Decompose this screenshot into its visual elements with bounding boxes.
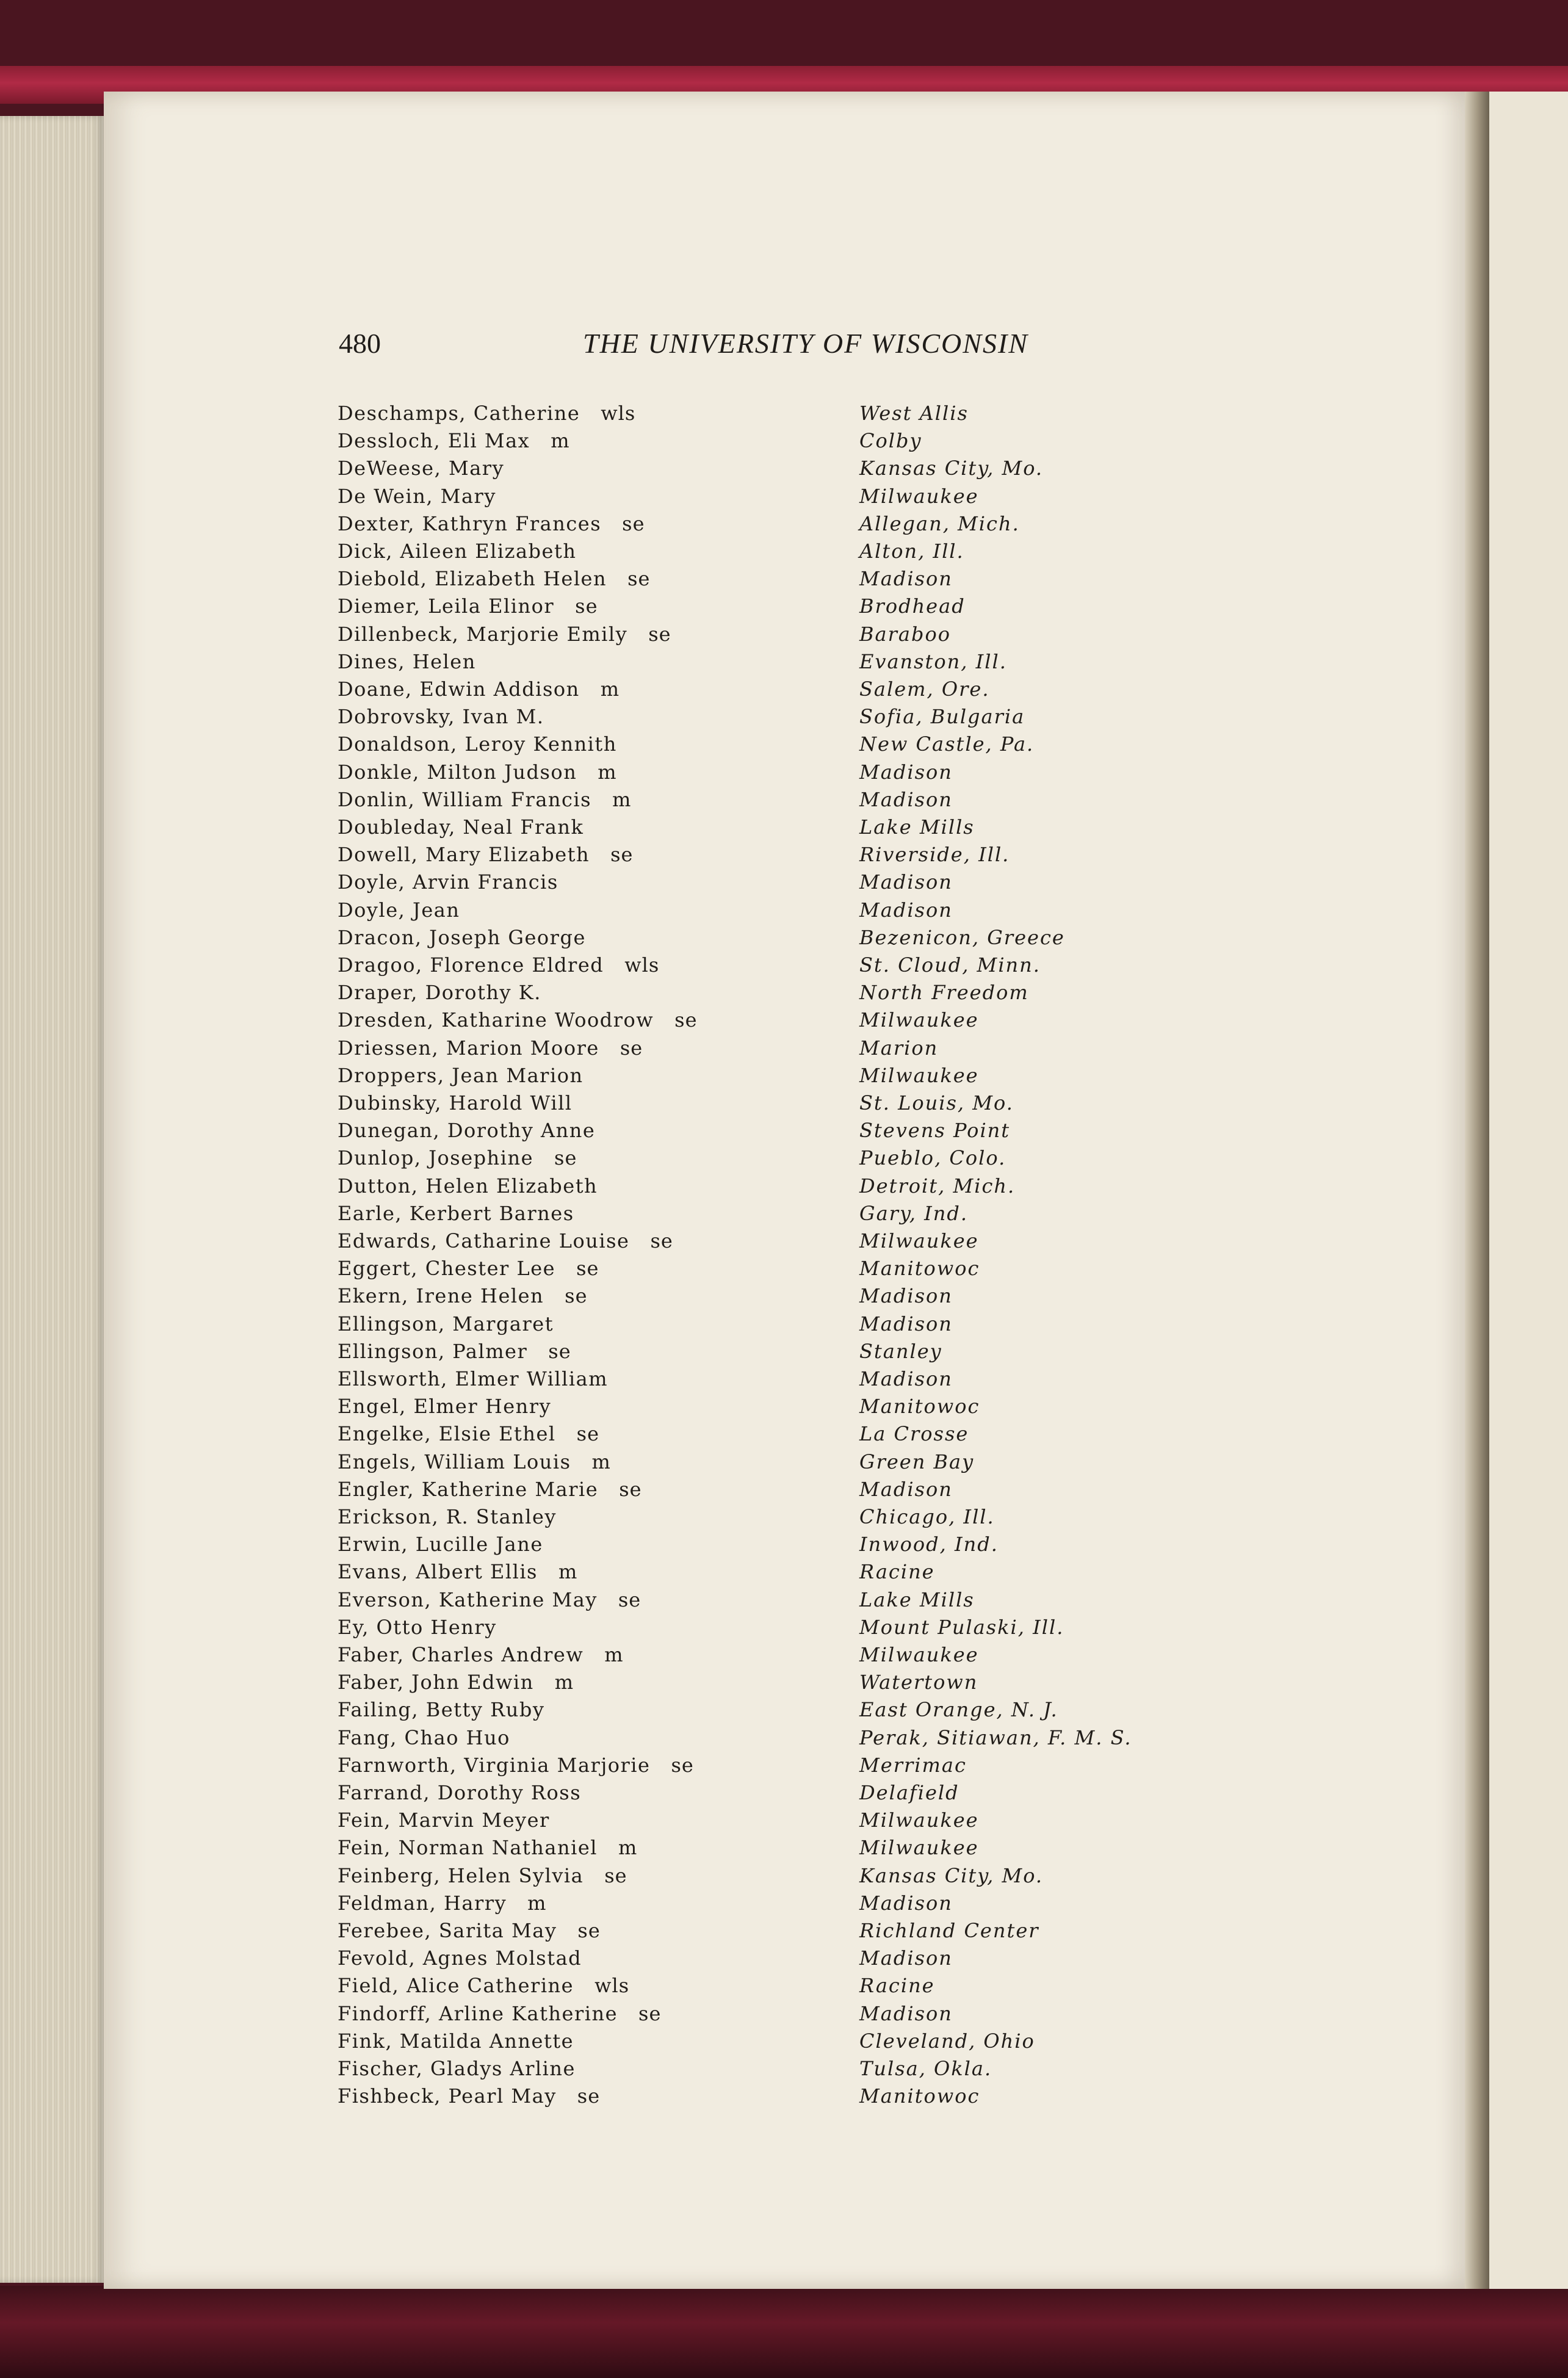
student-name-text: Fein, Norman Nathaniel <box>338 1836 598 1860</box>
student-name <box>338 1091 573 1115</box>
student-hometown: Allegan, Mich. <box>859 511 1020 535</box>
student-hometown: Salem, Ore. <box>859 678 990 701</box>
student-name <box>338 761 617 784</box>
student-class-code: m <box>591 1450 611 1473</box>
student-name-text: Ellingson, Palmer <box>338 1339 528 1363</box>
student-name <box>338 1698 544 1721</box>
student-name <box>338 1588 641 1611</box>
student-class-code: m <box>554 1671 574 1694</box>
student-name <box>338 732 617 756</box>
student-name-text: Ekern, Irene Helen <box>338 1284 544 1308</box>
student-hometown: St. Louis, Mo. <box>859 1091 1014 1115</box>
student-name <box>338 1312 554 1335</box>
directory-entry <box>338 1008 1314 1036</box>
student-name-text: Fishbeck, Pearl May <box>338 2084 557 2108</box>
student-class-code: m <box>527 1891 547 1915</box>
student-name <box>338 1340 571 1363</box>
student-name <box>338 1450 611 1473</box>
student-name <box>338 1533 543 1556</box>
directory-entry <box>338 1174 1314 1202</box>
student-name-text: Fink, Matilda Annette <box>338 2029 574 2053</box>
directory-entry <box>338 2057 1314 2085</box>
student-name-text: Engler, Katherine Marie <box>338 1477 599 1501</box>
student-name-text: Donlin, William Francis <box>338 787 592 811</box>
student-hometown: Manitowoc <box>859 1257 980 1281</box>
student-hometown: Pueblo, Colo. <box>859 1146 1006 1170</box>
student-name-text: Dick, Aileen Elizabeth <box>338 540 577 563</box>
directory-entry <box>338 1478 1314 1506</box>
student-name <box>338 1229 673 1252</box>
student-name-text: Doane, Edwin Addison <box>338 678 580 701</box>
directory-entry <box>338 1533 1314 1561</box>
student-name-text: Failing, Betty Ruby <box>338 1698 545 1722</box>
running-title: THE UNIVERSITY OF WISCONSIN <box>583 328 1028 359</box>
student-hometown: Madison <box>859 870 953 894</box>
student-name <box>338 2057 576 2080</box>
student-name <box>338 1422 599 1445</box>
directory-entry <box>338 1146 1314 1174</box>
directory-entry <box>338 1809 1314 1837</box>
student-hometown: Evanston, Ill. <box>859 649 1007 673</box>
student-name <box>338 1864 627 1887</box>
directory-entry <box>338 1202 1314 1230</box>
student-name <box>338 1809 550 1832</box>
student-hometown: Green Bay <box>859 1450 975 1473</box>
student-class-code: se <box>577 1919 601 1942</box>
student-name-text: Field, Alice Catherine <box>338 1974 574 1998</box>
student-name-text: Donkle, Milton Judson <box>338 760 577 784</box>
student-name-text: Donaldson, Leroy Kennith <box>338 732 617 756</box>
student-hometown: Kansas City, Mo. <box>859 457 1044 480</box>
student-name-text: Fang, Chao Huo <box>338 1726 510 1749</box>
adjacent-page-edge <box>1489 92 1568 2289</box>
student-class-code: m <box>612 787 632 811</box>
directory-entry <box>338 1754 1314 1782</box>
student-hometown: Delafield <box>859 1781 959 1804</box>
student-class-code: se <box>577 2084 601 2108</box>
student-name <box>338 815 583 839</box>
directory-entry <box>338 1091 1314 1119</box>
student-class-code: m <box>558 1560 578 1584</box>
student-hometown: Brodhead <box>859 594 966 618</box>
student-class-code: se <box>575 594 598 618</box>
directory-entry <box>338 1616 1314 1644</box>
directory-entry <box>338 1367 1314 1395</box>
student-hometown: Milwaukee <box>859 1229 979 1252</box>
student-class-code: se <box>554 1146 577 1170</box>
student-hometown: Madison <box>859 1477 953 1501</box>
student-name <box>338 1892 546 1915</box>
directory-entry <box>338 1698 1314 1726</box>
student-name-text: Ferebee, Sarita May <box>338 1919 557 1942</box>
student-class-code: m <box>618 1836 638 1860</box>
directory-entry <box>338 1781 1314 1809</box>
student-name <box>338 1367 608 1390</box>
student-hometown: La Crosse <box>859 1422 969 1446</box>
student-name <box>338 457 504 480</box>
student-class-code: m <box>598 760 617 784</box>
student-hometown: Milwaukee <box>859 1836 979 1860</box>
student-name <box>338 870 558 894</box>
student-name <box>338 567 650 590</box>
student-name <box>338 2084 600 2108</box>
student-name-text: Doyle, Jean <box>338 898 460 922</box>
student-name <box>338 678 620 701</box>
student-name-text: Evans, Albert Ellis <box>338 1560 538 1584</box>
student-name <box>338 2029 574 2053</box>
student-hometown: Stanley <box>859 1339 942 1363</box>
student-hometown: Cleveland, Ohio <box>859 2029 1035 2053</box>
student-name <box>338 1643 624 1666</box>
student-hometown: Marion <box>859 1036 939 1060</box>
directory-entry <box>338 815 1314 844</box>
student-hometown: Tulsa, Okla. <box>859 2057 992 2080</box>
student-name-text: Engels, William Louis <box>338 1450 571 1473</box>
directory-entry <box>338 1974 1314 2002</box>
student-name-text: Dowell, Mary Elizabeth <box>338 843 590 867</box>
student-hometown: Chicago, Ill. <box>859 1505 995 1528</box>
student-name <box>338 843 633 866</box>
student-name-text: Farnworth, Virginia Marjorie <box>338 1753 651 1777</box>
student-hometown: Alton, Ill. <box>859 540 964 563</box>
student-class-code: wls <box>594 1974 630 1998</box>
student-name-text: DeWeese, Mary <box>338 457 505 480</box>
directory-entry <box>338 870 1314 898</box>
student-hometown: Madison <box>859 760 953 784</box>
student-name-text: Driessen, Marion Moore <box>338 1036 599 1060</box>
student-hometown: Perak, Sitiawan, F. M. S. <box>859 1726 1132 1749</box>
student-hometown: Racine <box>859 1974 935 1998</box>
student-hometown: Inwood, Ind. <box>859 1533 999 1556</box>
student-hometown: Manitowoc <box>859 2084 980 2108</box>
student-hometown: New Castle, Pa. <box>859 732 1035 756</box>
directory-entry <box>338 2029 1314 2058</box>
directory-entry <box>338 567 1314 595</box>
student-hometown: East Orange, N. J. <box>859 1698 1058 1722</box>
student-name <box>338 788 631 811</box>
student-name-text: Doubleday, Neal Frank <box>338 815 584 839</box>
student-name-text: Everson, Katherine May <box>338 1588 598 1611</box>
directory-entry <box>338 761 1314 789</box>
student-name <box>338 1754 694 1777</box>
student-class-code: se <box>604 1863 627 1887</box>
student-hometown: Mount Pulaski, Ill. <box>859 1615 1064 1639</box>
student-name-text: Findorff, Arline Katherine <box>338 2001 618 2025</box>
student-name <box>338 402 635 425</box>
student-class-code: se <box>650 1229 673 1252</box>
student-name <box>338 1008 698 1032</box>
directory-entry <box>338 1119 1314 1147</box>
student-name <box>338 1174 598 1198</box>
directory-entry <box>338 1643 1314 1671</box>
directory-entry <box>338 1312 1314 1340</box>
directory-entry <box>338 1422 1314 1450</box>
student-class-code: m <box>551 429 570 453</box>
directory-entry <box>338 981 1314 1009</box>
student-name-text: Eggert, Chester Lee <box>338 1257 556 1281</box>
student-class-code: se <box>622 511 645 535</box>
student-hometown: Stevens Point <box>859 1119 1011 1143</box>
directory-entry <box>338 512 1314 540</box>
student-name <box>338 1036 643 1060</box>
student-hometown: Manitowoc <box>859 1395 980 1418</box>
student-name-text: Ellsworth, Elmer William <box>338 1367 609 1390</box>
student-hometown: St. Cloud, Minn. <box>859 953 1041 977</box>
cover-bottom-edge <box>0 2286 1568 2378</box>
student-class-code: se <box>627 567 651 591</box>
directory-entry <box>338 953 1314 981</box>
student-name-text: Earle, Kerbert Barnes <box>338 1201 574 1225</box>
page-stack-edges <box>0 116 104 2283</box>
directory-entry <box>338 1036 1314 1064</box>
directory-entry <box>338 732 1314 761</box>
student-hometown: Baraboo <box>859 622 951 646</box>
student-name-text: Erickson, R. Stanley <box>338 1505 557 1528</box>
directory-entry <box>338 650 1314 678</box>
directory-entry <box>338 1064 1314 1092</box>
student-hometown: Milwaukee <box>859 1643 979 1666</box>
directory-entry <box>338 678 1314 706</box>
directory-entry <box>338 1229 1314 1257</box>
student-name <box>338 1119 595 1142</box>
directory-entry <box>338 2002 1314 2030</box>
directory-entry <box>338 1340 1314 1368</box>
student-name-text: Diemer, Leila Elinor <box>338 594 555 618</box>
student-name <box>338 2002 661 2025</box>
directory-entry <box>338 457 1314 485</box>
student-class-code: se <box>548 1339 571 1363</box>
student-name-text: Dunlop, Josephine <box>338 1146 534 1170</box>
student-name <box>338 1257 599 1280</box>
student-name-text: Doyle, Arvin Francis <box>338 870 558 894</box>
student-hometown: Milwaukee <box>859 1008 979 1032</box>
student-name <box>338 623 671 646</box>
student-name-text: Engelke, Elsie Ethel <box>338 1422 556 1446</box>
directory-entry <box>338 843 1314 871</box>
student-name-text: Dillenbeck, Marjorie Emily <box>338 622 628 646</box>
student-hometown: Gary, Ind. <box>859 1201 969 1225</box>
student-hometown: Madison <box>859 898 953 922</box>
student-name <box>338 512 645 535</box>
student-name-text: Feldman, Harry <box>338 1891 507 1915</box>
directory-entry <box>338 1671 1314 1699</box>
student-hometown: Madison <box>859 787 953 811</box>
student-name-text: Fischer, Gladys Arline <box>338 2057 576 2080</box>
directory-entry <box>338 705 1314 733</box>
directory-entry <box>338 1836 1314 1864</box>
student-class-code: se <box>674 1008 698 1032</box>
student-hometown: Lake Mills <box>859 1588 975 1611</box>
student-hometown: Riverside, Ill. <box>859 843 1010 867</box>
student-name <box>338 540 576 563</box>
student-name-text: Deschamps, Catherine <box>338 402 580 425</box>
student-hometown: Lake Mills <box>859 815 975 839</box>
student-name-text: Fein, Marvin Meyer <box>338 1809 550 1832</box>
student-name <box>338 1505 557 1528</box>
student-name-text: Dubinsky, Harold Will <box>338 1091 573 1115</box>
directory-entry <box>338 540 1314 568</box>
student-class-code: se <box>671 1753 694 1777</box>
directory-entry <box>338 1726 1314 1754</box>
student-name <box>338 1836 637 1859</box>
student-class-code: se <box>610 843 634 867</box>
student-name-text: De Wein, Mary <box>338 484 496 508</box>
directory-entry <box>338 1257 1314 1285</box>
student-hometown: Kansas City, Mo. <box>859 1863 1044 1887</box>
student-class-code: wls <box>601 402 636 425</box>
student-class-code: se <box>638 2001 662 2025</box>
student-name <box>338 1395 551 1418</box>
student-name-text: Edwards, Catharine Louise <box>338 1229 630 1252</box>
directory-entry <box>338 2084 1314 2112</box>
student-hometown: Madison <box>859 1367 953 1390</box>
student-name-text: Engel, Elmer Henry <box>338 1395 552 1418</box>
directory-entry <box>338 1284 1314 1312</box>
student-name-text: Dutton, Helen Elizabeth <box>338 1174 598 1198</box>
student-name <box>338 1616 497 1639</box>
student-name-text: Faber, John Edwin <box>338 1671 534 1694</box>
page-number: 480 <box>339 328 381 359</box>
directory-entry <box>338 1560 1314 1588</box>
student-hometown: Milwaukee <box>859 1809 979 1832</box>
student-name-text: Farrand, Dorothy Ross <box>338 1781 582 1804</box>
directory-entry <box>338 1588 1314 1616</box>
directory-entry <box>338 788 1314 816</box>
student-class-code: se <box>576 1422 600 1446</box>
directory-entry <box>338 1505 1314 1533</box>
student-hometown: Madison <box>859 567 953 591</box>
student-hometown: Milwaukee <box>859 484 979 508</box>
student-name-text: Dresden, Katharine Woodrow <box>338 1008 654 1032</box>
directory-entry <box>338 1864 1314 1892</box>
page-gutter <box>1465 92 1489 2289</box>
directory-entry <box>338 594 1314 623</box>
student-name-text: Draper, Dorothy K. <box>338 981 541 1005</box>
student-hometown: Watertown <box>859 1671 978 1694</box>
directory-entry <box>338 429 1314 457</box>
student-name-text: Fevold, Agnes Molstad <box>338 1946 582 1970</box>
student-name-text: Feinberg, Helen Sylvia <box>338 1863 584 1887</box>
student-class-code: wls <box>624 953 660 977</box>
student-hometown: Richland Center <box>859 1919 1039 1942</box>
student-name <box>338 429 570 452</box>
directory-entry <box>338 623 1314 651</box>
student-class-code: se <box>619 1477 642 1501</box>
student-name <box>338 594 598 618</box>
student-name <box>338 1146 577 1169</box>
student-name <box>338 705 544 728</box>
directory-entry <box>338 402 1314 430</box>
student-name <box>338 981 541 1004</box>
student-name-text: Dobrovsky, Ivan M. <box>338 705 544 729</box>
student-hometown: Bezenicon, Greece <box>859 925 1065 949</box>
student-name <box>338 1974 629 1997</box>
student-name <box>338 1919 601 1942</box>
student-name-text: Diebold, Elizabeth Helen <box>338 567 607 591</box>
student-hometown: Madison <box>859 1891 953 1915</box>
student-name-text: Ey, Otto Henry <box>338 1615 497 1639</box>
student-name <box>338 926 586 949</box>
student-name-text: Erwin, Lucille Jane <box>338 1533 543 1556</box>
student-hometown: Sofia, Bulgaria <box>859 705 1025 729</box>
student-name <box>338 1284 588 1307</box>
student-hometown: Milwaukee <box>859 1063 979 1087</box>
student-hometown: Merrimac <box>859 1753 967 1777</box>
student-class-code: se <box>648 622 671 646</box>
directory-entry <box>338 1946 1314 1975</box>
directory-entry <box>338 1919 1314 1947</box>
student-name <box>338 1560 577 1583</box>
student-hometown: North Freedom <box>859 981 1029 1005</box>
student-class-code: se <box>565 1284 588 1308</box>
student-name <box>338 1671 574 1694</box>
directory-entry <box>338 1892 1314 1920</box>
student-name-text: Dexter, Kathryn Frances <box>338 511 602 535</box>
directory-entry <box>338 1450 1314 1478</box>
student-name-text: Ellingson, Margaret <box>338 1312 554 1335</box>
student-name <box>338 1781 581 1804</box>
student-name-text: Droppers, Jean Marion <box>338 1063 583 1087</box>
directory-entry <box>338 926 1314 954</box>
student-hometown: Madison <box>859 1312 953 1335</box>
directory-entry <box>338 1395 1314 1423</box>
student-hometown: Racine <box>859 1560 935 1584</box>
directory-entry <box>338 485 1314 513</box>
student-name-text: Dracon, Joseph George <box>338 925 586 949</box>
student-hometown: Colby <box>859 429 922 453</box>
student-class-code: m <box>604 1643 624 1666</box>
student-name <box>338 1726 510 1749</box>
student-name-text: Dragoo, Florence Eldred <box>338 953 604 977</box>
student-hometown: Madison <box>859 2001 953 2025</box>
student-name <box>338 1202 574 1225</box>
student-name-text: Dunegan, Dorothy Anne <box>338 1119 596 1143</box>
student-name-text: Dessloch, Eli Max <box>338 429 530 453</box>
student-class-code: m <box>600 678 620 701</box>
student-name <box>338 485 496 508</box>
student-class-code: se <box>618 1588 641 1611</box>
student-name <box>338 1478 642 1501</box>
student-name <box>338 953 659 977</box>
student-hometown: Detroit, Mich. <box>859 1174 1016 1198</box>
student-name <box>338 650 476 673</box>
student-name <box>338 1064 583 1087</box>
student-hometown: Madison <box>859 1946 953 1970</box>
student-name <box>338 898 460 922</box>
student-class-code: se <box>576 1257 599 1281</box>
student-class-code: se <box>620 1036 643 1060</box>
student-name <box>338 1946 582 1970</box>
student-hometown: West Allis <box>859 402 969 425</box>
student-hometown: Madison <box>859 1284 953 1308</box>
directory-entry <box>338 898 1314 927</box>
student-name-text: Dines, Helen <box>338 649 476 673</box>
student-name-text: Faber, Charles Andrew <box>338 1643 584 1666</box>
